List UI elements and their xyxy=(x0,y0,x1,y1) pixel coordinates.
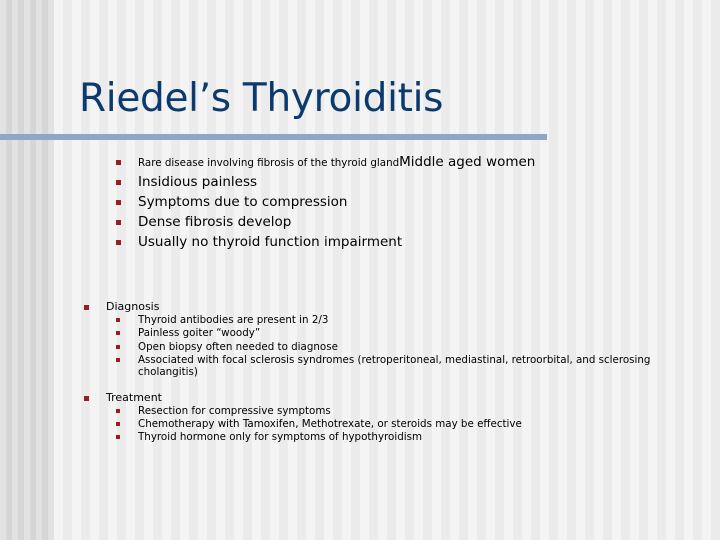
square-bullet-icon xyxy=(116,240,121,245)
square-bullet-icon xyxy=(116,180,121,185)
detail-sections xyxy=(84,300,704,456)
list-item xyxy=(116,341,704,353)
square-bullet-icon xyxy=(116,200,121,205)
list-item-text: Resection for compressive symptoms xyxy=(138,404,331,417)
list-item-text: Painless goiter “woody” xyxy=(138,327,261,340)
list-item xyxy=(116,192,696,212)
square-bullet-icon xyxy=(116,422,120,426)
section-diagnosis xyxy=(84,300,704,378)
square-bullet-icon xyxy=(116,331,120,335)
diagnosis-list xyxy=(84,314,704,378)
square-bullet-icon xyxy=(116,345,120,349)
list-item xyxy=(116,172,696,192)
square-bullet-icon xyxy=(116,435,120,439)
list-item xyxy=(116,354,704,378)
list-item-text: Thyroid antibodies are present in 2/3 xyxy=(138,314,329,326)
list-item-text: Middle aged women xyxy=(399,154,536,170)
title-divider xyxy=(0,134,547,140)
list-item xyxy=(116,431,704,443)
square-bullet-icon xyxy=(84,305,89,310)
section-heading xyxy=(84,391,704,405)
treatment-list xyxy=(84,405,704,444)
list-item-text: Insidious painless xyxy=(138,174,258,190)
list-item-text: Associated with focal sclerosis syndromes (retroperitoneal, mediastinal, retroorbital, and sclerosing cholangitis) xyxy=(138,353,651,378)
list-item xyxy=(116,212,696,232)
list-item xyxy=(116,327,704,339)
list-item xyxy=(116,232,696,252)
square-bullet-icon xyxy=(84,396,89,401)
square-bullet-icon xyxy=(116,318,120,322)
list-item xyxy=(116,314,704,326)
list-item-text-small: Rare disease involving fibrosis of the thyroid gland xyxy=(138,157,400,169)
square-bullet-icon xyxy=(116,409,120,413)
list-item-text: Open biopsy often needed to diagnose xyxy=(138,340,338,353)
section-heading xyxy=(84,300,704,314)
square-bullet-icon xyxy=(116,160,121,165)
list-item-text: Thyroid hormone only for symptoms of hypothyroidism xyxy=(138,431,423,444)
list-item-text: Dense fibrosis develop xyxy=(138,214,292,230)
list-item-text: Usually no thyroid function impairment xyxy=(138,234,403,250)
section-treatment xyxy=(84,391,704,444)
list-item xyxy=(116,152,696,172)
list-item xyxy=(116,418,704,430)
section-heading-text: Diagnosis xyxy=(106,300,160,313)
list-item-text: Symptoms due to compression xyxy=(138,194,348,210)
list-item-text: Chemotherapy with Tamoxifen, Methotrexate, or steroids may be effective xyxy=(138,418,522,431)
slide-title: Riedel’s Thyroiditis xyxy=(79,76,444,121)
summary-bullet-list xyxy=(116,152,696,252)
left-decorative-band xyxy=(0,0,54,540)
list-item xyxy=(116,405,704,417)
section-heading-text: Treatment xyxy=(106,390,162,404)
square-bullet-icon xyxy=(116,220,121,225)
square-bullet-icon xyxy=(116,358,120,362)
